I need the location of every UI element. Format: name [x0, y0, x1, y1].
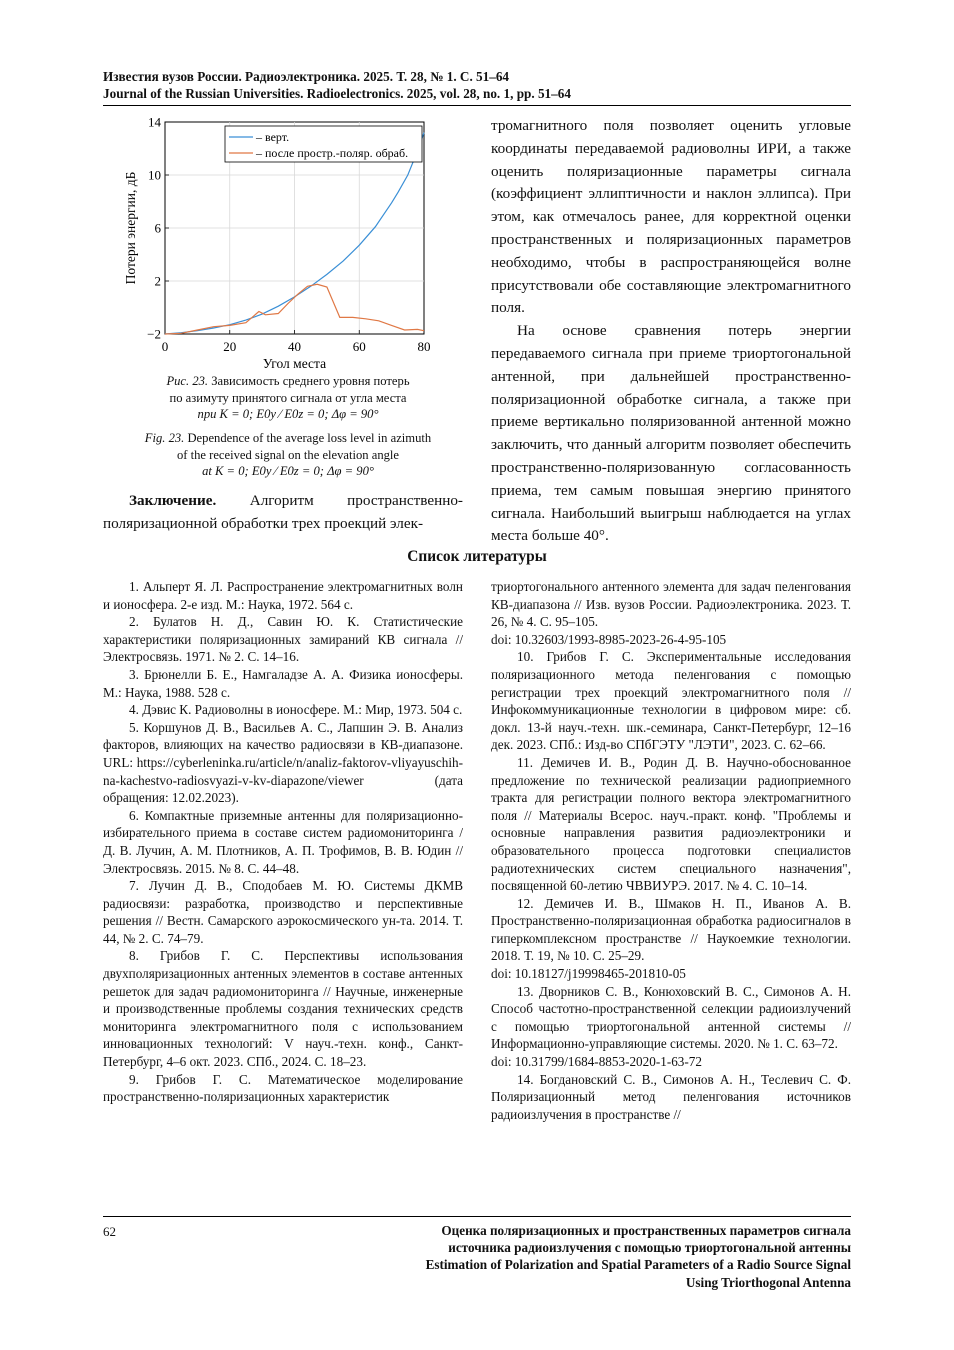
running-footer [291, 1222, 851, 1291]
legend-entry: – после простр.-поляр. обраб. [256, 146, 409, 160]
journal-header-en: Journal of the Russian Universities. Radioelectronics. 2025, vol. 28, no. 1, pp. 51–64 [103, 86, 571, 101]
reference-item: триортогонального антенного элемента для задач пеленгования КВ-диапазона // Изв. вузов России. Радиоэлектроника. 2023. Т. 26, № 4. С. 95–105. [491, 579, 851, 630]
reference-item: doi: 10.32603/1993-8985-2023-26-4-95-105 [491, 631, 727, 647]
footer-title-ru-2: источника радиоизлучения с помощью триортогональной антенны [448, 1240, 851, 1256]
reference-item: 8. Грибов Г. С. Перспективы использования двухполяризационных антенных элементов в составе антенных решеток для задач радиомониторинга // Научные, инженерные и производственные проблемы создания технических средств мониторинга электромагнитного поля с использованием инновационных технологий: V науч.-техн. конф., Санкт-Петербург, 4–6 окт. 2023. СПб., 2024. С. 18–23. [103, 948, 463, 1070]
caption-en-label: Fig. 23. [144, 431, 185, 445]
right-column-body [491, 115, 851, 548]
figure-caption-en [104, 430, 472, 480]
references-right-column [491, 578, 851, 1123]
reference-item: 14. Богдановский С. В., Симонов А. Н., Теслевич С. Ф. Поляризационный метод пеленгования источников радиоизлучения в пространстве // [491, 1071, 851, 1122]
y-tick-label: 10 [148, 167, 161, 183]
chart-legend [225, 126, 422, 162]
loss-vs-elevation-chart [100, 112, 445, 374]
y-tick-label: 14 [148, 114, 161, 130]
x-tick-label: 80 [417, 339, 431, 354]
conclusion-heading: Заключение. [129, 492, 217, 509]
reference-item: 9. Грибов Г. С. Математическое моделирование пространственно-поляризационных характеристик [103, 1071, 463, 1105]
figure-caption-ru [104, 373, 472, 423]
x-tick-label: 20 [223, 339, 237, 354]
reference-item: 2. Булатов Н. Д., Савин Ю. К. Статистические характеристики поляризационных замираний КВ сигнала // Электросвязь. 1971. № 2. С. 14–16. [103, 614, 463, 665]
body-paragraph-2: На основе сравнения потерь энергии передаваемого сигнала при приеме триортогональной антенной, при дальнейшей пространственно-поляризационной обработке сигнала, а также при приеме вертикально поляризованной антенной можно заключить, что данный алгоритм позволяет обеспечить пространственно-поляризованную согласованность приема, тем самым повышая энергию принятого сигнала. Наибольший выигрыш наблюдается на углах места больше 40°. [491, 322, 851, 545]
caption-ru-line2: по азимуту принятого сигнала от угла места [169, 390, 407, 405]
reference-item: 6. Компактные приземные антенны для поляризационно-избирательного приема в составе систем радиомониторинга / Д. В. Лучин, А. М. Плотников, А. П. Трофимов, В. В. Юдин // Электросвязь. 2015. № 8. С. 44–48. [103, 807, 463, 876]
journal-header [103, 68, 571, 102]
caption-en-line3: at K = 0; E0y ⁄ E0z = 0; Δφ = 90° [202, 464, 374, 478]
footer-title-en-2: Using Triorthogonal Antenna [685, 1274, 851, 1290]
x-tick-label: 60 [352, 339, 366, 354]
references-title: Список литературы [407, 548, 547, 565]
reference-item: 1. Альперт Я. Л. Распространение электромагнитных волн и ионосфера. 2-е изд. М.: Наука, 1972. 564 с. [103, 579, 463, 612]
y-tick-label: −2 [147, 326, 161, 342]
reference-item: 5. Коршунов Д. В., Васильев А. С., Лапшин Э. В. Анализ факторов, влияющих на качество радиосвязи в КВ-диапазоне. URL: https://cyberleninka.ru/article/n/analiz-faktorov-vliyayuschih-na-kachestvo-radiosvyazi-v-kv-diapazone/viewer (дата обращения: 12.02.2023). [103, 719, 463, 806]
reference-item: 3. Брюнелли Б. Е., Намгаладзе А. А. Физика ионосферы. М.: Наука, 1988. 528 с. [103, 666, 463, 700]
caption-ru-label: Рис. 23. [166, 374, 209, 388]
references-left-column [103, 578, 463, 1106]
page-number: 62 [103, 1224, 116, 1239]
reference-item: doi: 10.18127/j19998465-201810-05 [491, 966, 686, 982]
reference-item: 12. Демичев И. В., Шмаков Н. П., Иванов А. В. Пространственно-поляризационная обработка радиосигналов в гиперкомплексном пространстве // Наукоемкие технологии. 2018. Т. 19, № 10. С. 25–29. [491, 895, 851, 964]
footer-title-en-1: Estimation of Polarization and Spatial Parameters of a Radio Source Signal [425, 1257, 851, 1273]
y-tick-label: 6 [154, 220, 161, 236]
caption-en-line2: of the received signal on the elevation angle [176, 447, 400, 462]
caption-ru-line1: Зависимость среднего уровня потерь [208, 374, 410, 388]
footer-title-ru-1: Оценка поляризационных и пространственных параметров сигнала [441, 1223, 851, 1238]
x-axis-label: Угол места [262, 356, 327, 371]
reference-item: 7. Лучин Д. В., Сподобаев М. Ю. Системы ДКМВ радиосвязи: разработка, производство и перспективные решения // Вестн. Самарского аэрокосмического ун-та. 2014. Т. 44, № 2. С. 74–79. [103, 878, 463, 946]
footer-rule [103, 1216, 851, 1217]
caption-ru-line3: при K = 0; E0y ⁄ E0z = 0; Δφ = 90° [197, 407, 379, 421]
conclusion-text: Алгоритм пространственно-поляризационной обработки трех проекций элек- [103, 492, 463, 532]
body-paragraph-1: тромагнитного поля позволяет оценить угловые координаты передаваемой радиоволны ИРИ, а также оценить поляризационные параметры сигнала (коэффициент эллиптичности и наклон эллипса). При этом, как отмечалось ранее, для корректной оценки пространственных и поляризационных параметров необходимо, чтобы в распространяющейся волне присутствовали обе составляющие электромагнитного поля. [491, 117, 851, 317]
y-axis-label: Потери энергии, дБ [123, 171, 138, 285]
conclusion-paragraph [103, 490, 463, 536]
reference-item: 11. Демичев И. В., Родин Д. В. Научно-обоснованное предложение по технической реализации радиоприемного тракта для регистрации полного вектора электромагнитного поля // Материалы Всерос. науч.-практ. конф. "Проблемы и основные направления развития радиоэлектроники и образовательного процесса подготовки специалистов радиотехнических систем специального назначения", посвященной 60-летию ЧВВИУРЭ. 2017. № 4. С. 10–14. [491, 754, 851, 894]
y-tick-label: 2 [154, 273, 161, 289]
reference-item: doi: 10.31799/1684-8853-2020-1-63-72 [491, 1054, 702, 1070]
legend-entry: – верт. [256, 130, 290, 144]
reference-item: 13. Дворников С. В., Конюховский В. С., Симонов А. Н. Способ частотно-пространственной селекции радиоизлучений с помощью триортогональной антенной системы // Информационно-управляющие системы. 2020. № 1. С. 63–72. [491, 983, 851, 1052]
header-rule [103, 105, 851, 106]
journal-header-ru: Известия вузов России. Радиоэлектроника. 2025. Т. 28, № 1. С. 51–64 [103, 69, 510, 84]
x-tick-label: 40 [288, 339, 301, 354]
reference-item: 10. Грибов Г. С. Экспериментальные исследования поляризационного метода пеленгования с помощью регистрации трех проекций электромагнитного поля // Инфокоммуникационные технологии в цифровом мире: сб. докл. 13-й науч.-техн. шк.-семинара, Санкт-Петербург, 12–16 дек. 2023. СПб.: Изд-во СПбГЭТУ "ЛЭТИ", 2023. С. 62–66. [491, 649, 851, 753]
x-tick-label: 0 [161, 339, 169, 354]
reference-item: 4. Дэвис К. Радиоволны в ионосфере. М.: Мир, 1973. 504 с. [129, 702, 463, 718]
caption-en-line1: Dependence of the average loss level in azimuth [184, 431, 432, 445]
